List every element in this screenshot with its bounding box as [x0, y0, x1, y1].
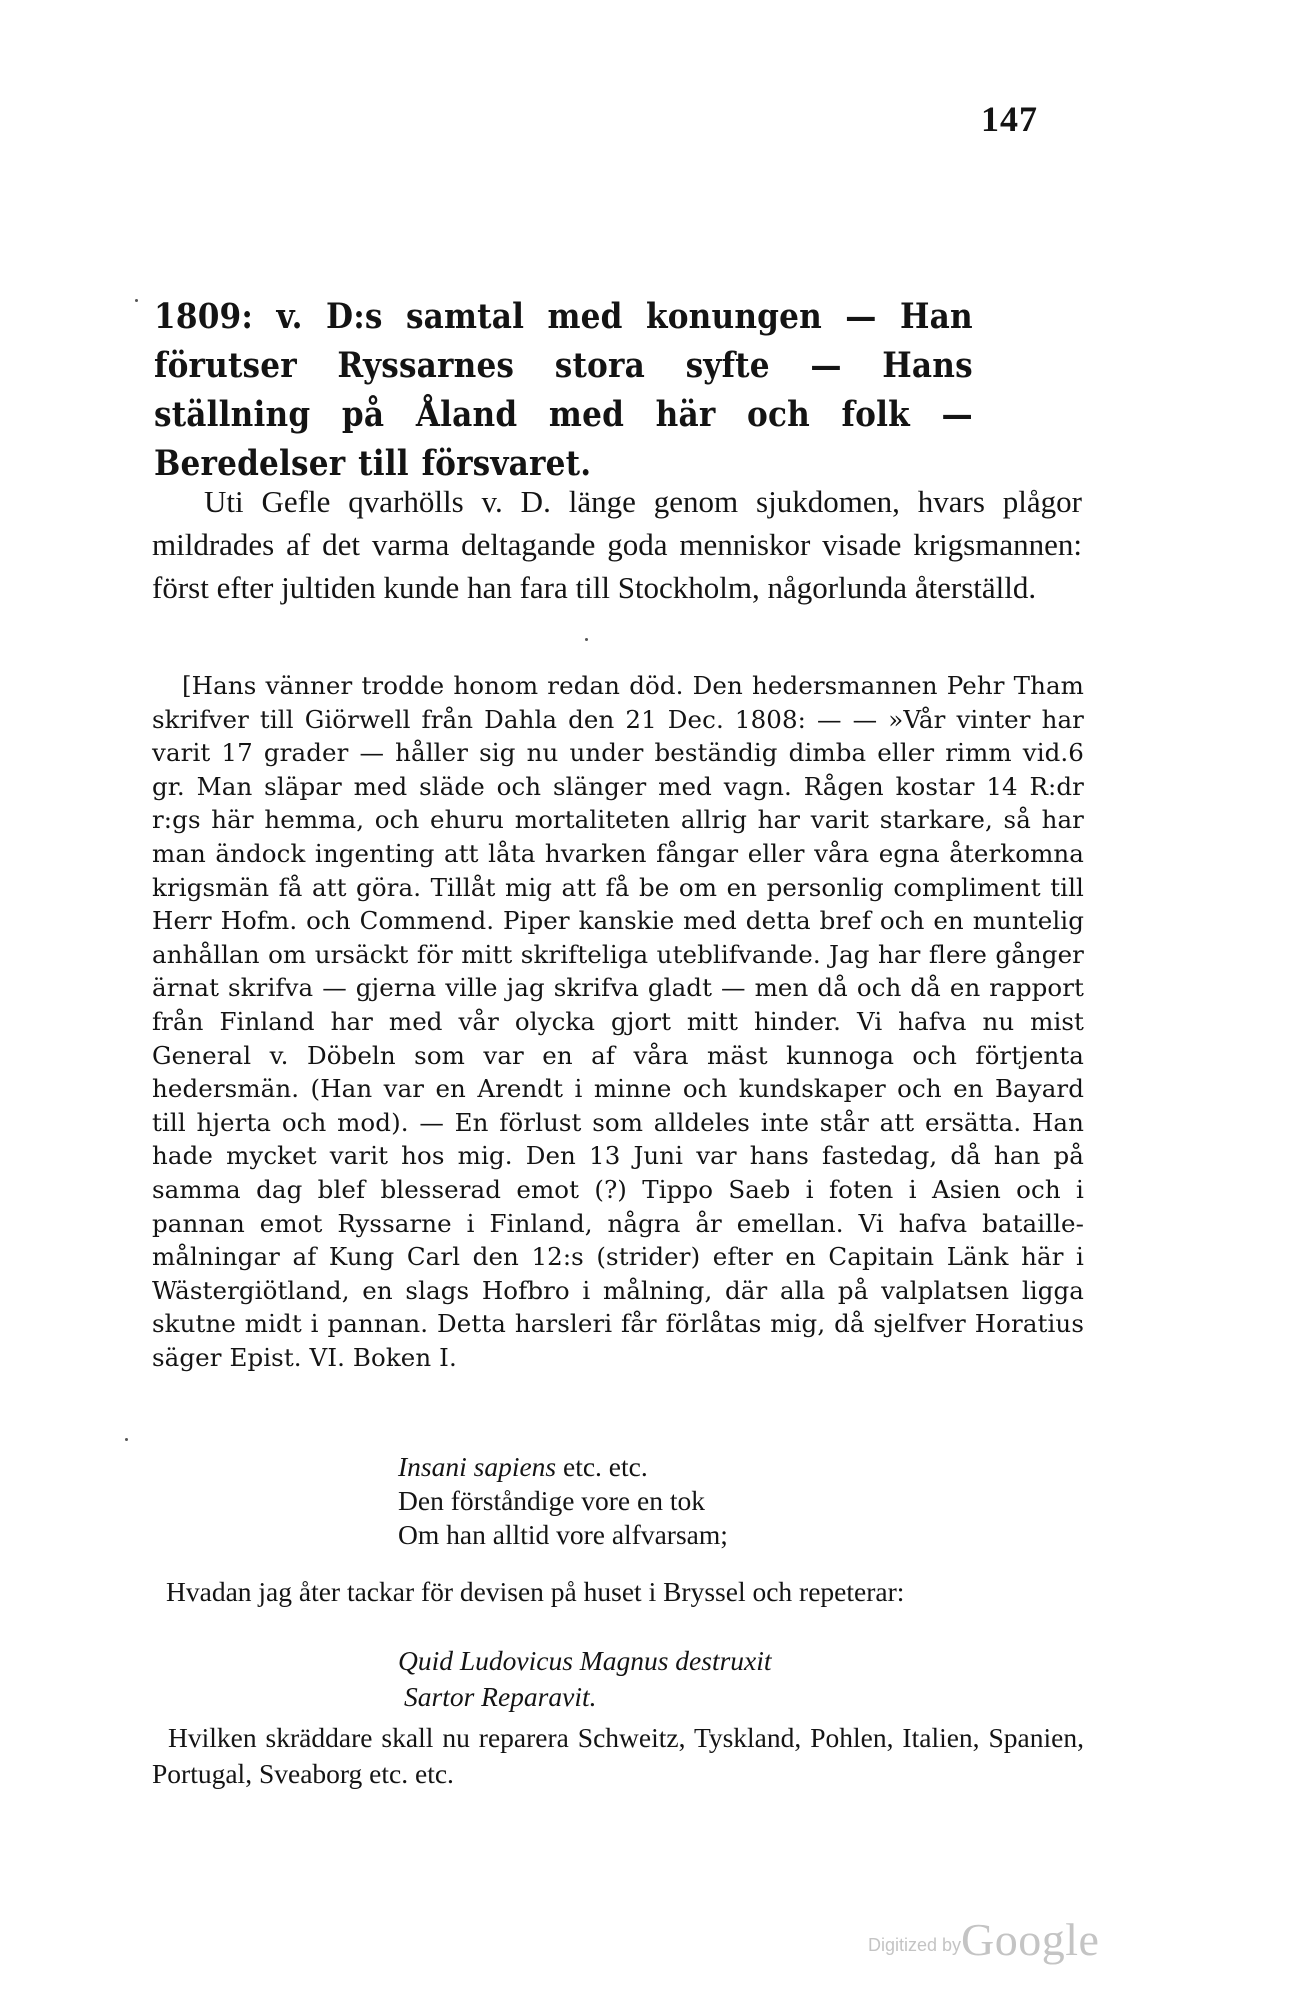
- latin-quote: [398, 1643, 772, 1715]
- print-speck: [125, 1438, 128, 1441]
- page-number: 147: [981, 99, 1038, 139]
- verse-line-1: [398, 1450, 728, 1484]
- latin-quote-line-2: Sartor Reparavit.: [404, 1681, 597, 1712]
- watermark-logo-text: Google: [961, 1914, 1100, 1965]
- intro-paragraph: Uti Gefle qvarhölls v. D. länge genom sjukdomen, hvars plågor mildrades af det varma deltagande goda menniskor visade krigsmannen: först efter jultiden kunde han fara till Stockholm, någorlunda återställd.: [152, 484, 1082, 605]
- latin-quote-line-1: Quid Ludovicus Magnus destruxit: [398, 1645, 772, 1676]
- verse-line-3: Om han alltid vore alfvarsam;: [398, 1519, 728, 1550]
- verse-line-1-latin: Insani sapiens: [398, 1451, 557, 1482]
- closing-paragraph: Hvilken skräddare skall nu reparera Schweitz, Tyskland, Pohlen, Italien, Spanien, Portugal, Sveaborg etc. etc.: [152, 1722, 1084, 1789]
- verse-line-2: Den förståndige vore en tok: [398, 1485, 705, 1516]
- verse-line-1-rest: etc. etc.: [556, 1451, 648, 1482]
- watermark-small-text: Digitized by: [868, 1935, 962, 1955]
- verse-quote: [398, 1450, 728, 1552]
- print-speck: [135, 299, 138, 302]
- after-verse-paragraph: Hvadan jag åter tackar för devisen på huset i Bryssel och repeterar:: [166, 1576, 905, 1607]
- chapter-heading: 1809: v. D:s samtal med konungen — Han förutser Ryssarnes stora syfte — Hans ställning på Åland med här och folk — Beredelser till försvaret.: [154, 296, 973, 484]
- print-speck: [585, 638, 588, 641]
- letter-paragraph: [Hans vänner trodde honom redan död. Den hedersmannen Pehr Tham skrifver till Giörwell från Dahla den 21 Dec. 1808: — — »Vår vinter har varit 17 grader — håller sig nu under beständig dimba eller rimm vid.6 gr. Man släpar med släde och slänger med vagn. Rågen kostar 14 R:dr r:gs här hemma, och ehuru mortaliteten allrig har varit starkare, så har man ändock ingenting att låta hvarken fångar eller våra egna återkomna krigsmän få att göra. Tillåt mig att få be om en personlig compliment till Herr Hofm. och Commend. Piper kanskie med detta bref och en muntelig anhållan om ursäckt för mitt skrifteliga uteblifvande. Jag har flere gånger ärnat skrifva — gjerna ville jag skrifva gladt — men då och då en rapport från Finland har med vår olycka gjort mitt hinder. Vi hafva nu mist General v. Döbeln som var en af våra mäst kunnoga och förtjenta hedersmän. (Han var en Arendt i minne och kundskaper och en Bayard till hjerta och mod). — En förlust som alldeles inte står att ersätta. Han hade mycket varit hos mig. Den 13 Juni var hans fastedag, då han på samma dag blef blesserad emot (?) Tippo Saeb i foten i Asien och i pannan emot Ryssarne i Finland, några år emellan. Vi hafva bataille-målningar af Kung Carl den 12:s (strider) efter en Capitain Länk här i Wästergiötland, en slags Hofbro i målning, där alla på valplatsen ligga skutne midt i pannan. Detta harsleri får förlåtas mig, då sjelfver Horatius säger Epist. VI. Boken I.: [152, 671, 1084, 1372]
- digitized-watermark: [868, 1913, 1099, 1966]
